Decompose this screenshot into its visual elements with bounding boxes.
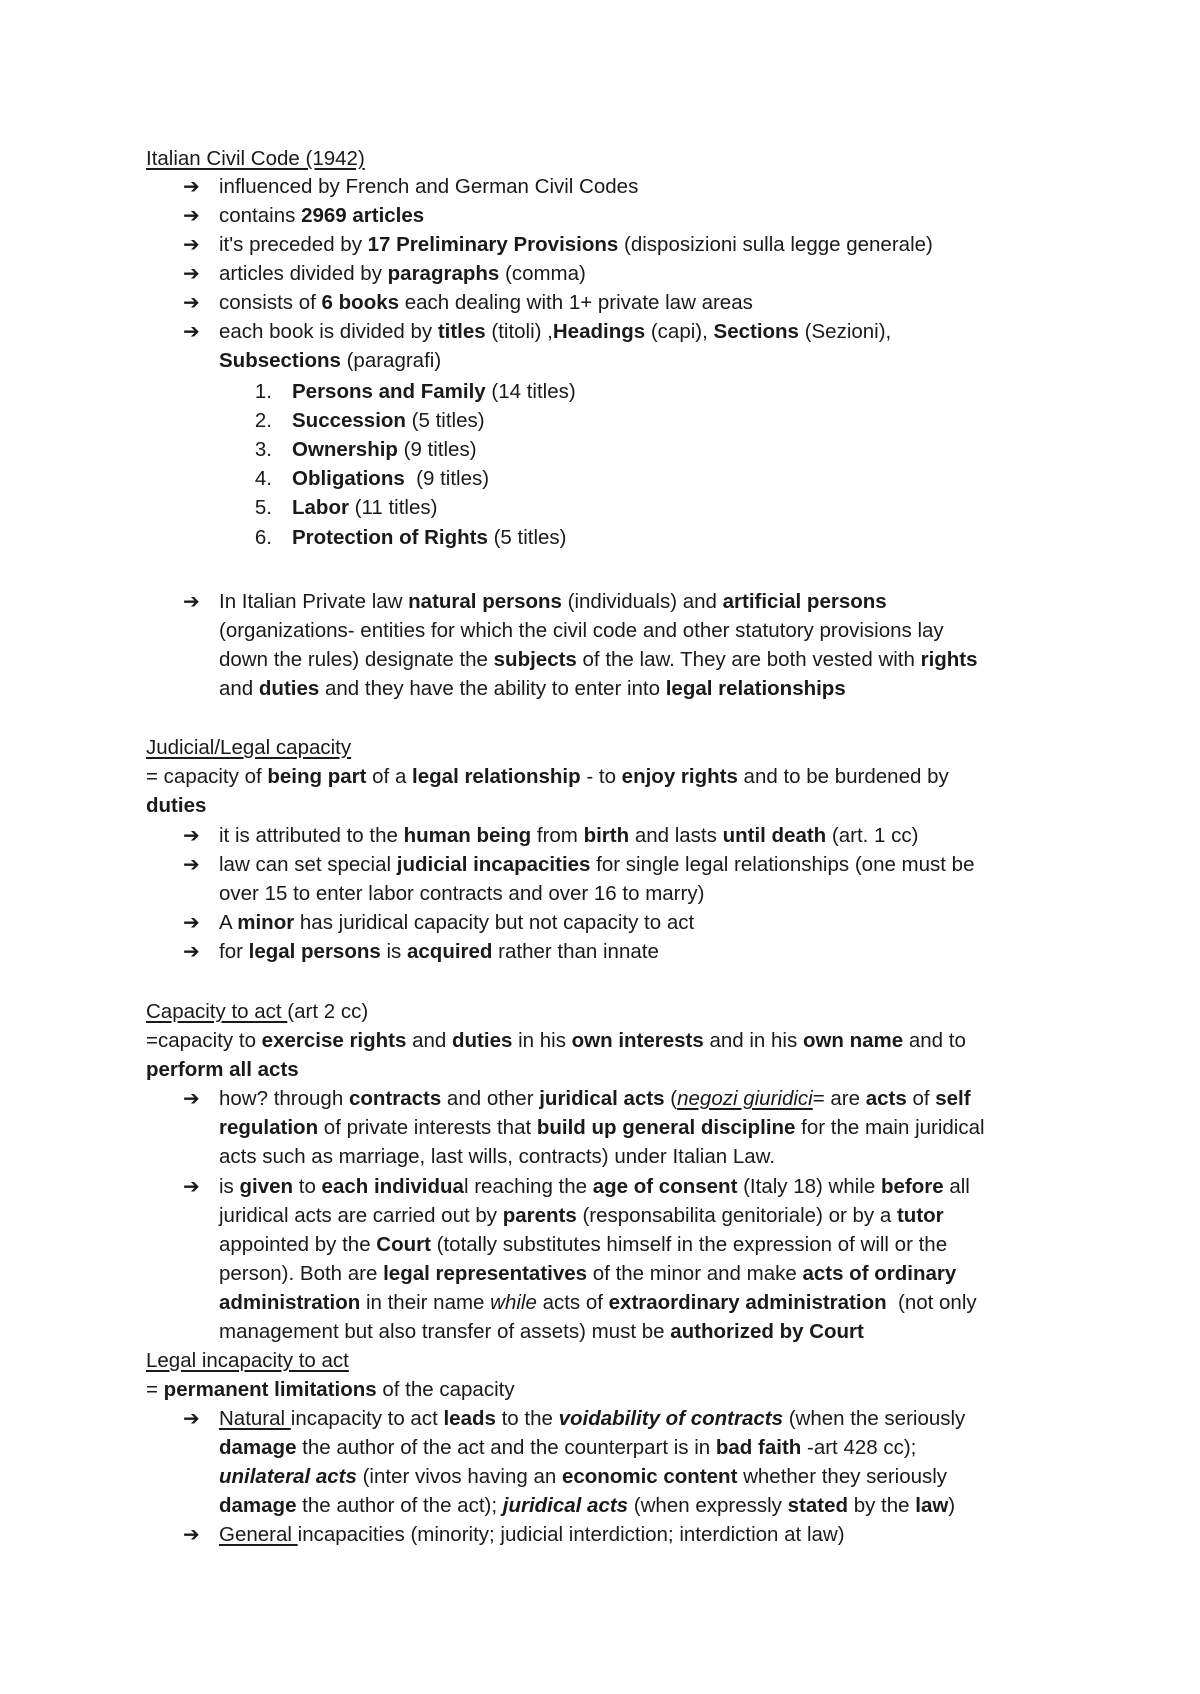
bullet-text: articles divided by paragraphs (comma) — [219, 262, 586, 285]
arrow-bullet-icon: ➔ — [183, 321, 200, 343]
bullet-text: consists of 6 books each dealing with 1+ private law areas — [219, 291, 753, 314]
bullet-text-continuation: juridical acts are carried out by parents (responsabilita genitoriale) or by a tutor — [219, 1204, 944, 1227]
definition-text: = permanent limitations of the capacity — [146, 1378, 515, 1401]
bullet-text: it is attributed to the human being from birth and lasts until death (art. 1 cc) — [219, 824, 919, 847]
arrow-bullet-icon: ➔ — [183, 263, 200, 285]
section-heading-legal-capacity: Judicial/Legal capacity — [146, 736, 352, 759]
bullet-text: law can set special judicial incapacities for single legal relationships (one must be — [219, 853, 975, 876]
bullet-text: influenced by French and German Civil Codes — [219, 175, 639, 198]
bullet-text: Natural incapacity to act leads to the voidability of contracts (when the seriously — [219, 1407, 966, 1430]
list-item: Ownership (9 titles) — [292, 438, 477, 461]
bullet-text-continuation: regulation of private interests that build up general discipline for the main juridical — [219, 1116, 985, 1139]
bullet-text: A minor has juridical capacity but not capacity to act — [219, 911, 695, 934]
arrow-bullet-icon: ➔ — [183, 825, 200, 847]
bullet-text-continuation: administration in their name while acts of extraordinary administration (not only — [219, 1291, 977, 1314]
arrow-bullet-icon: ➔ — [183, 941, 200, 963]
bullet-text: how? through contracts and other juridical acts (negozi giuridici= are acts of self — [219, 1087, 971, 1110]
bullet-text: General incapacities (minority; judicial interdiction; interdiction at law) — [219, 1523, 845, 1546]
bullet-text-continuation: damage the author of the act and the counterpart is in bad faith -art 428 cc); — [219, 1436, 917, 1459]
list-item: Obligations (9 titles) — [292, 467, 490, 490]
arrow-bullet-icon: ➔ — [183, 234, 200, 256]
list-item: Persons and Family (14 titles) — [292, 380, 576, 403]
bullet-text-continuation: person). Both are legal representatives of the minor and make acts of ordinary — [219, 1262, 957, 1285]
bullet-text-continuation: Subsections (paragrafi) — [219, 349, 442, 372]
arrow-bullet-icon: ➔ — [183, 854, 200, 876]
bullet-text: each book is divided by titles (titoli) ,Headings (capi), Sections (Sezioni), — [219, 320, 892, 343]
list-number: 6. — [254, 526, 272, 549]
list-item: Succession (5 titles) — [292, 409, 485, 432]
bullet-text-continuation: down the rules) designate the subjects of the law. They are both vested with rights — [219, 648, 978, 671]
list-number: 2. — [254, 409, 272, 432]
arrow-bullet-icon: ➔ — [183, 1176, 200, 1198]
arrow-bullet-icon: ➔ — [183, 1524, 200, 1546]
bullet-text: for legal persons is acquired rather than innate — [219, 940, 659, 963]
list-number: 3. — [254, 438, 272, 461]
definition-text-continuation: duties — [146, 794, 207, 817]
section-heading-capacity-to-act: Capacity to act (art 2 cc) — [146, 1000, 369, 1023]
list-item: Labor (11 titles) — [292, 496, 438, 519]
section-heading-legal-incapacity: Legal incapacity to act — [146, 1349, 349, 1372]
arrow-bullet-icon: ➔ — [183, 205, 200, 227]
definition-text: =capacity to exercise rights and duties in his own interests and in his own name and to — [146, 1029, 966, 1052]
list-number: 4. — [254, 467, 272, 490]
list-number: 5. — [254, 496, 272, 519]
bullet-text-continuation: over 15 to enter labor contracts and over 16 to marry) — [219, 882, 705, 905]
bullet-text-continuation: (organizations- entities for which the civil code and other statutory provisions lay — [219, 619, 944, 642]
definition-text: = capacity of being part of a legal relationship - to enjoy rights and to be burdened by — [146, 765, 949, 788]
bullet-text: it's preceded by 17 Preliminary Provisions (disposizioni sulla legge generale) — [219, 233, 933, 256]
bullet-text: is given to each individual reaching the age of consent (Italy 18) while before all — [219, 1175, 970, 1198]
bullet-text-continuation: unilateral acts (inter vivos having an economic content whether they seriously — [219, 1465, 948, 1488]
bullet-text: In Italian Private law natural persons (individuals) and artificial persons — [219, 590, 887, 613]
arrow-bullet-icon: ➔ — [183, 912, 200, 934]
definition-text-continuation: perform all acts — [146, 1058, 299, 1081]
list-number: 1. — [254, 380, 272, 403]
section-heading-italian-civil-code: Italian Civil Code (1942) — [146, 147, 365, 170]
arrow-bullet-icon: ➔ — [183, 1408, 200, 1430]
arrow-bullet-icon: ➔ — [183, 176, 200, 198]
bullet-text-continuation: appointed by the Court (totally substitutes himself in the expression of will or the — [219, 1233, 948, 1256]
bullet-text-continuation: management but also transfer of assets) must be authorized by Court — [219, 1320, 864, 1343]
bullet-text-continuation: damage the author of the act); juridical acts (when expressly stated by the law) — [219, 1494, 956, 1517]
bullet-text: contains 2969 articles — [219, 204, 425, 227]
arrow-bullet-icon: ➔ — [183, 591, 200, 613]
bullet-text-continuation: acts such as marriage, last wills, contracts) under Italian Law. — [219, 1145, 776, 1168]
arrow-bullet-icon: ➔ — [183, 1088, 200, 1110]
arrow-bullet-icon: ➔ — [183, 292, 200, 314]
bullet-text-continuation: and duties and they have the ability to enter into legal relationships — [219, 677, 846, 700]
list-item: Protection of Rights (5 titles) — [292, 526, 567, 549]
